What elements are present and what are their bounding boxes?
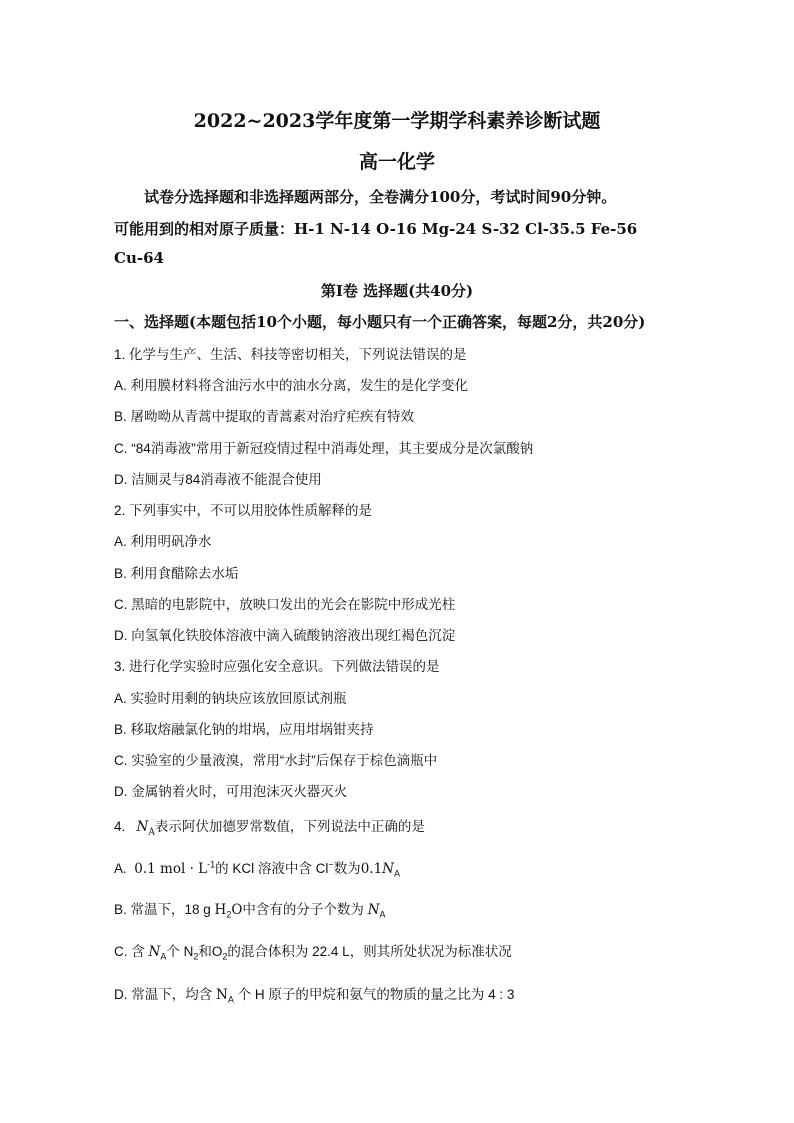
intro-line-1: 试卷分选择题和非选择题两部分，全卷满分100分，考试时间90分钟。 xyxy=(144,188,617,206)
q1-option-a: A. 利用膜材料将含油污水中的油水分离，发生的是化学变化 xyxy=(114,378,469,393)
q4-stem-text: 表示阿伏加德罗常数值，下列说法中正确的是 xyxy=(154,819,425,834)
q2-option-d: D. 向氢氧化铁胶体溶液中滴入硫酸钠溶液出现红褐色沉淀 xyxy=(114,628,456,643)
q3-option-d: D. 金属钠着火时，可用泡沫灭火器灭火 xyxy=(114,784,348,799)
q4-option-a: A. 0.1 mol · $L^{-1}$的 KCl 溶液中含 Cl−数为$0.1N_A$ xyxy=(114,859,400,879)
q4-number: 4. xyxy=(114,819,126,834)
q2-stem: 2. 下列事实中，不可以用胶体性质解释的是 xyxy=(114,503,373,518)
q4-stem xyxy=(114,815,425,838)
q1-option-d: D. 洁厕灵与84消毒液不能混合使用 xyxy=(114,472,322,487)
intro-line-2: 可能用到的相对原子质量：H-1 N-14 O-16 Mg-24 S-32 Cl-35.5 Fe-56 xyxy=(114,220,638,238)
q4-na-symbol: $N_A$ xyxy=(136,819,155,838)
q2-option-b: B. 利用食醋除去水垢 xyxy=(114,566,239,581)
q1-option-c: C. “84消毒液”常用于新冠疫情过程中消毒处理，其主要成分是次氯酸钠 xyxy=(114,441,534,456)
q2-option-a: A. 利用明矾净水 xyxy=(114,534,212,549)
q4-option-d: D. 常温下，均含 $N_A$ 个 H 原子的甲烷和氨气的物质的量之比为 4 : 3 xyxy=(114,987,515,1005)
section-heading: 一、选择题(本题包括10个小题，每小题只有一个正确答案，每题2分，共20分) xyxy=(114,313,646,331)
q2-option-c: C. 黑暗的电影院中，放映口发出的光会在影院中形成光柱 xyxy=(114,597,456,612)
q3-option-b: B. 移取熔融氯化钠的坩埚，应用坩埚钳夹持 xyxy=(114,722,374,737)
exam-title: 2022~2023学年度第一学期学科素养诊断试题 xyxy=(193,110,601,132)
q1-stem: 1. 化学与生产、生活、科技等密切相关，下列说法错误的是 xyxy=(114,347,467,362)
part-title: 第Ⅰ卷 选择题(共40分) xyxy=(320,282,474,300)
intro-line-3: Cu-64 xyxy=(114,249,164,267)
q3-option-a: A. 实验时用剩的钠块应该放回原试剂瓶 xyxy=(114,691,347,706)
q1-option-b: B. 屠呦呦从青蒿中提取的青蒿素对治疗疟疾有特效 xyxy=(114,409,415,424)
q3-option-c: C. 实验室的少量液溴，常用“水封”后保存于棕色滴瓶中 xyxy=(114,753,438,768)
q3-stem: 3. 进行化学实验时应强化安全意识。下列做法错误的是 xyxy=(114,659,440,674)
exam-subject: 高一化学 xyxy=(358,151,435,173)
q4-option-b: B. 常温下，18 g $H_2O$中含有的分子个数为 $N_A$ xyxy=(114,902,386,920)
q4-option-c: C. 含 $N_A$个 $N_2$和$O_2$的混合体积为 22.4 L，则其所处状况为标准状况 xyxy=(114,944,512,962)
